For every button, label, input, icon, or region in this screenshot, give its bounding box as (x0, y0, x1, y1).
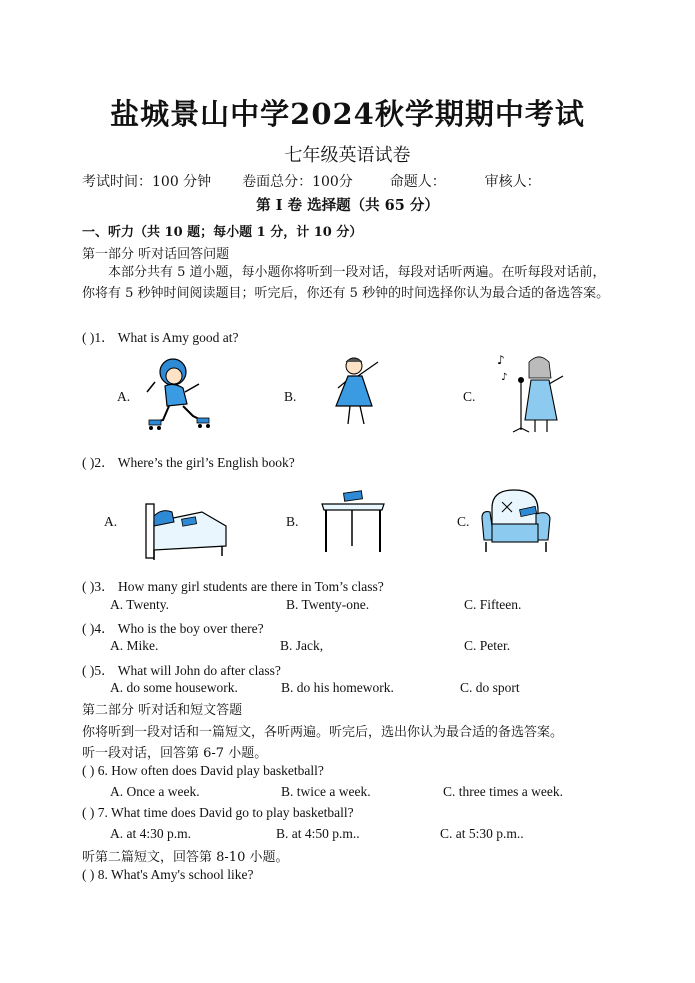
answer-blank[interactable]: ( )5． (82, 663, 115, 678)
question-text: Where’s the girl’s English book? (117, 455, 295, 470)
answer-blank[interactable]: ( )2． (82, 455, 115, 470)
q8-row (82, 867, 253, 883)
part1-heading: 第一部分 听对话回答问题 (82, 247, 230, 262)
sofa-image (478, 488, 554, 560)
option-c[interactable]: C. Peter. (464, 638, 511, 653)
question-text: What will John do after class? (117, 663, 281, 678)
dialog-note: 听一段对话，回答第 6-7 小题。 (82, 746, 268, 761)
svg-text:♪: ♪ (497, 353, 505, 367)
rollerskating-girl-image (143, 352, 215, 432)
option-label: C. (463, 389, 476, 404)
answer-blank[interactable]: ( ) (82, 763, 95, 778)
singing-girl-image (495, 352, 570, 434)
option-c[interactable]: C. do sport (460, 680, 520, 695)
table-image (318, 490, 390, 556)
option-c[interactable]: C. three times a week. (443, 784, 563, 799)
exam-score: 卷面总分：100分 (242, 174, 353, 190)
option-b[interactable]: B. do his homework. (281, 680, 394, 695)
answer-blank[interactable]: ( ) (82, 805, 95, 820)
option-b[interactable]: B. at 4:50 p.m.. (276, 826, 360, 841)
q1-row (82, 326, 239, 346)
part2-heading: 第二部分 听对话和短文答题 (82, 703, 243, 718)
exam-author: 命题人： (389, 174, 446, 190)
option-a[interactable]: A. Mike. (110, 638, 159, 653)
option-label: B. (286, 514, 299, 529)
exam-title: 盐城景山中学2024秋学期期中考试 (110, 97, 585, 131)
part2-instructions: 你将听到一段对话和一篇短文，各听两遍。听完后，选出你认为最合适的备选答案。 (82, 725, 564, 740)
q5-row (82, 659, 281, 679)
exam-subtitle: 七年级英语试卷 (284, 145, 411, 166)
q6-row (82, 763, 324, 779)
answer-blank[interactable]: ( )1． (82, 330, 115, 345)
question-text: Who is the boy over there? (117, 621, 264, 636)
option-label: A. (104, 514, 118, 529)
option-a[interactable]: A. Twenty. (110, 597, 170, 612)
exam-reviewer: 审核人： (484, 174, 541, 190)
paper-heading: 第 I 卷 选择题（共 65 分） (256, 197, 439, 214)
option-b[interactable]: B. Jack, (280, 638, 324, 653)
option-label: C. (457, 514, 470, 529)
option-a[interactable]: A. Once a week. (110, 784, 200, 799)
exam-time: 考试时间：100 分钟 (82, 174, 212, 190)
option-label: A. (117, 389, 131, 404)
answer-blank[interactable]: ( ) (82, 867, 95, 882)
option-b[interactable]: B. Twenty-one. (286, 597, 370, 612)
q2-row (82, 451, 295, 471)
answer-blank[interactable]: ( )3． (82, 579, 115, 594)
q4-row (82, 617, 264, 637)
bed-image (142, 490, 228, 562)
option-a[interactable]: A. do some housework. (110, 680, 238, 695)
exam-info (82, 171, 541, 191)
question-text: What is Amy good at? (117, 330, 239, 345)
listening-heading: 一、听力（共 10 题；每小题 1 分，计 10 分） (82, 225, 363, 240)
answer-blank[interactable]: ( )4． (82, 621, 115, 636)
svg-text:♪: ♪ (501, 372, 508, 383)
option-a[interactable]: A. at 4:30 p.m. (110, 826, 191, 841)
option-label: B. (284, 389, 297, 404)
question-text: 6. How often does David play basketball? (97, 763, 324, 778)
passage-note: 听第二篇短文，回答第 8-10 小题。 (82, 850, 289, 865)
q3-row (82, 575, 384, 595)
option-c[interactable]: C. Fifteen. (464, 597, 522, 612)
dancing-girl-image (328, 354, 388, 432)
option-c[interactable]: C. at 5:30 p.m.. (440, 826, 524, 841)
question-text: 8. What's Amy's school like? (97, 867, 254, 882)
question-text: 7. What time does David go to play basketball? (97, 805, 354, 820)
part1-instructions: 本部分共有 5 道小题，每小题你将听到一段对话，每段对话听两遍。在听每段对话前，你将有 5 秒钟时间阅读题目；听完后，你还有 5 秒钟的时间选择你认为最合适的备选答案。 (82, 265, 610, 301)
option-b[interactable]: B. twice a week. (281, 784, 371, 799)
q7-row (82, 805, 354, 821)
question-text: How many girl students are there in Tom’s class? (118, 579, 384, 594)
